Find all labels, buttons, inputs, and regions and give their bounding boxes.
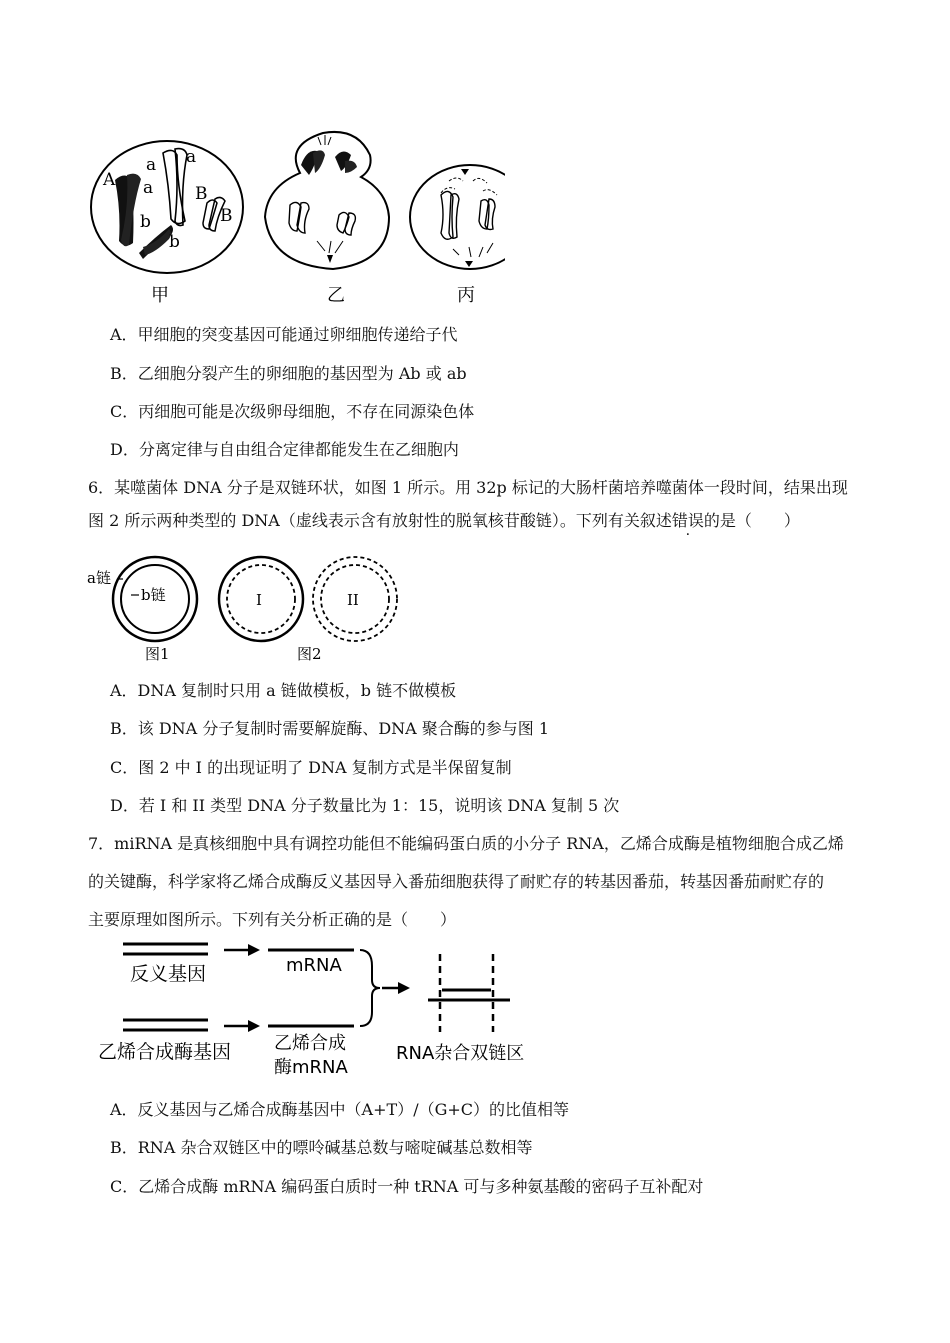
q6-option-a: A．DNA 复制时只用 a 链做模板，b 链不做模板 — [110, 681, 457, 700]
q6-option-b: B．该 DNA 分子复制时需要解旋酶、DNA 聚合酶的参与图 1 — [110, 719, 550, 738]
q7-stem-line1: 7．miRNA 是真核细胞中具有调控功能但不能编码蛋白质的小分子 RNA，乙烯合成酶是植物细胞合成乙烯 — [88, 834, 844, 853]
cell-yi — [265, 132, 389, 269]
q6-stem-tail: 的是（ ） — [703, 511, 800, 530]
q6-emphasis: 错误 — [671, 511, 704, 530]
label-fig1: 图1 — [145, 645, 170, 663]
q6-option-c: C．图 2 中 I 的出现证明了 DNA 复制方式是半保留复制 — [110, 758, 512, 777]
q7-option-c: C．乙烯合成酶 mRNA 编码蛋白质时一种 tRNA 可与多种氨基酸的密码子互补配对 — [110, 1177, 704, 1196]
label-hybrid: RNA杂合双链区 — [396, 1043, 525, 1064]
label-ethylene-mrna-1: 乙烯合成 — [274, 1033, 346, 1054]
label-ethylene-mrna-2: 酶mRNA — [274, 1057, 348, 1078]
q5-option-a: A．甲细胞的突变基因可能通过卵细胞传递给子代 — [110, 325, 458, 344]
q6-stem-text: 图 2 所示两种类型的 DNA（虚线表示含有放射性的脱氧核苷酸链）。下列有关叙述 — [88, 511, 672, 530]
q6-stem-line1: 6．某噬菌体 DNA 分子是双链环状，如图 1 所示。用 32p 标记的大肠杆菌培养噬菌体一段时间，结果出现 — [88, 478, 848, 497]
label-ethylene-gene: 乙烯合成酶基因 — [98, 1041, 232, 1063]
q7-stem-line3: 主要原理如图所示。下列有关分析正确的是（ ） — [88, 910, 457, 929]
label-a-chain: a链 — [87, 569, 111, 587]
allele-label: a — [143, 178, 154, 198]
cell-label-bing: 丙 — [457, 285, 475, 306]
cell-label-jia: 甲 — [151, 285, 169, 306]
cell-division-figure — [85, 125, 505, 310]
label-b-chain: b链 — [141, 586, 166, 604]
allele-label: b — [140, 212, 151, 232]
q7-option-b: B．RNA 杂合双链区中的嘌呤碱基总数与嘧啶碱基总数相等 — [110, 1138, 533, 1157]
allele-label: a — [186, 147, 197, 167]
label-fig2: 图2 — [297, 645, 322, 663]
label-mrna: mRNA — [286, 955, 342, 976]
q5-option-c: C．丙细胞可能是次级卵母细胞，不存在同源染色体 — [110, 402, 475, 421]
q6-option-d: D．若 I 和 II 类型 DNA 分子数量比为 1：15，说明该 DNA 复制 5 次 — [110, 796, 620, 815]
dna-figure — [85, 555, 405, 665]
label-antisense-gene: 反义基因 — [130, 963, 207, 985]
q7-stem-line2: 的关键酶，科学家将乙烯合成酶反义基因导入番茄细胞获得了耐贮存的转基因番茄，转基因番茄耐贮存的 — [88, 872, 825, 891]
q5-option-b: B．乙细胞分裂产生的卵细胞的基因型为 Ab 或 ab — [110, 364, 467, 383]
cell-label-yi: 乙 — [327, 285, 345, 306]
q6-stem-line2 — [88, 511, 800, 531]
allele-label: B — [220, 206, 233, 226]
q5-option-d: D．分离定律与自由组合定律都能发生在乙细胞内 — [110, 440, 459, 459]
allele-label: b — [169, 232, 180, 252]
label-type1: I — [256, 591, 262, 609]
antisense-figure — [90, 936, 550, 1081]
allele-label: B — [195, 184, 208, 204]
q7-option-a: A．反义基因与乙烯合成酶基因中（A+T）/（G+C）的比值相等 — [110, 1100, 570, 1119]
allele-label: A — [103, 170, 116, 190]
allele-label: a — [146, 155, 157, 175]
label-type2: II — [347, 591, 359, 609]
